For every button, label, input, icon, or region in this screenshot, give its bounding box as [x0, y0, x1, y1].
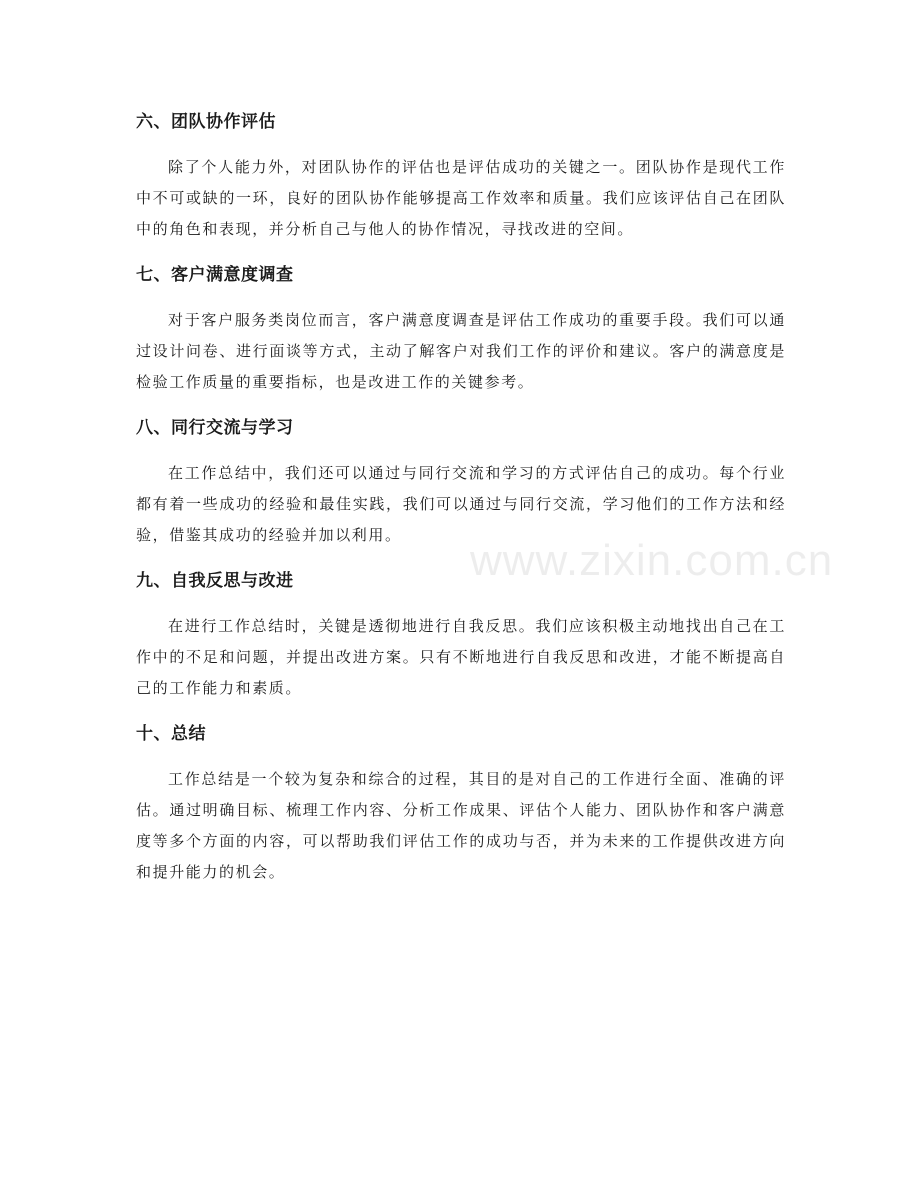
section-customer-satisfaction: [136, 257, 786, 398]
section-summary: [136, 716, 786, 888]
section-heading: 十、总结: [136, 724, 206, 744]
section-heading: 八、同行交流与学习: [136, 418, 294, 438]
section-paragraph: 在进行工作总结时，关键是透彻地进行自我反思。我们应该积极主动地找出自己在工作中的不足和问题，并提出改进方案。只有不断地进行自我反思和改进，才能不断提高自己的工作能力和素质。: [136, 617, 786, 697]
section-peer-exchange: [136, 410, 786, 551]
watermark: www.zixin.com.cn: [470, 536, 834, 585]
section-self-reflection: [136, 563, 786, 704]
section-paragraph: 工作总结是一个较为复杂和综合的过程，其目的是对自己的工作进行全面、准确的评估。通过明确目标、梳理工作内容、分析工作成果、评估个人能力、团队协作和客户满意度等多个方面的内容，可以帮助我们评估工作的成功与否，并为未来的工作提供改进方向和提升能力的机会。: [136, 770, 786, 881]
section-paragraph: 在工作总结中，我们还可以通过与同行交流和学习的方式评估自己的成功。每个行业都有着一些成功的经验和最佳实践，我们可以通过与同行交流，学习他们的工作方法和经验，借鉴其成功的经验并加以利用。: [136, 464, 786, 544]
document-body: [136, 104, 786, 900]
section-heading: 六、团队协作评估: [136, 112, 276, 132]
section-paragraph: 对于客户服务类岗位而言，客户满意度调查是评估工作成功的重要手段。我们可以通过设计问卷、进行面谈等方式，主动了解客户对我们工作的评价和建议。客户的满意度是检验工作质量的重要指标，也是改进工作的关键参考。: [136, 311, 786, 391]
section-heading: 七、客户满意度调查: [136, 265, 294, 285]
section-heading: 九、自我反思与改进: [136, 571, 294, 591]
section-paragraph: 除了个人能力外，对团队协作的评估也是评估成功的关键之一。团队协作是现代工作中不可或缺的一环，良好的团队协作能够提高工作效率和质量。我们应该评估自己在团队中的角色和表现，并分析自己与他人的协作情况，寻找改进的空间。: [136, 158, 786, 238]
section-team-collaboration: [136, 104, 786, 245]
